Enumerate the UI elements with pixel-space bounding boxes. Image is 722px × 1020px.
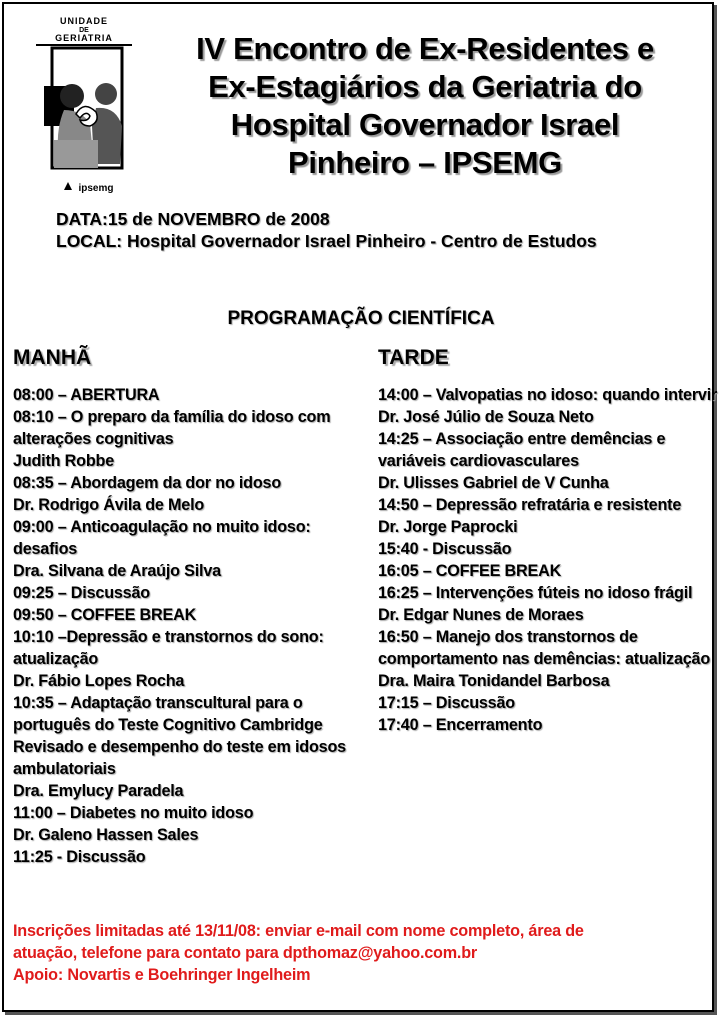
- title-line: Hospital Governador Israel: [230, 107, 620, 142]
- event-title: [140, 30, 710, 182]
- logo-text-ipsemg: ipsemg: [78, 183, 114, 194]
- program-heading: PROGRAMAÇÃO CIENTÍFICA: [227, 308, 495, 329]
- schedule-item: 14:25 – Associação entre demências e variáveis cardiovasculares: [378, 430, 666, 470]
- speaker-name: Dr. Edgar Nunes de Moraes: [378, 606, 584, 624]
- logo-text-de: DE: [79, 27, 89, 34]
- speaker-name: Dra. Emylucy Paradela: [13, 782, 184, 800]
- geriatrics-unit-logo-icon: [34, 14, 134, 200]
- sponsor-line: Apoio: Novartis e Boehringer Ingelheim: [13, 966, 311, 984]
- speaker-name: Judith Robbe: [13, 452, 115, 470]
- schedule-item: 16:05 – COFFEE BREAK: [378, 562, 562, 580]
- schedule-item: 09:25 – Discussão: [13, 584, 150, 602]
- title-line: Ex-Estagiários da Geriatria do: [208, 69, 642, 104]
- schedule-item: 14:00 – Valvopatias no idoso: quando intervir: [378, 386, 718, 404]
- logo-text-unidade: UNIDADE: [59, 16, 109, 26]
- logo-text-geriatria: GERIATRIA: [55, 33, 113, 43]
- schedule-item: 09:00 – Anticoagulação no muito idoso: desafios: [13, 518, 311, 558]
- speaker-name: Dr. Jorge Paprocki: [378, 518, 518, 536]
- schedule-item: 17:15 – Discussão: [378, 694, 515, 712]
- afternoon-heading: TARDE: [378, 346, 449, 369]
- schedule-item: 10:35 – Adaptação transcultural para o português do Teste Cognitivo Cambridge Revisado e desempenho do teste em idosos ambulatoriais: [13, 694, 346, 778]
- morning-heading: MANHÃ: [13, 346, 92, 369]
- afternoon-column: [378, 345, 718, 736]
- event-date: DATA:15 de NOVEMBRO de 2008: [56, 209, 330, 229]
- schedule-item: 08:35 – Abordagem da dor no idoso: [13, 474, 282, 492]
- event-location: LOCAL: Hospital Governador Israel Pinheiro - Centro de Estudos: [56, 231, 597, 251]
- registration-footer: [13, 920, 713, 986]
- schedule-item: 14:50 – Depressão refratária e resistente: [378, 496, 682, 514]
- schedule-item: 09:50 – COFFEE BREAK: [13, 606, 197, 624]
- speaker-name: Dr. Ulisses Gabriel de V Cunha: [378, 474, 609, 492]
- schedule-item: 16:25 – Intervenções fúteis no idoso frágil: [378, 584, 693, 602]
- title-line: Pinheiro – IPSEMG: [288, 145, 562, 180]
- speaker-name: Dra. Maira Tonidandel Barbosa: [378, 672, 610, 690]
- title-line: IV Encontro de Ex-Residentes e: [196, 31, 654, 66]
- schedule-item: 11:25 - Discussão: [13, 848, 146, 866]
- speaker-name: Dr. Fábio Lopes Rocha: [13, 672, 185, 690]
- contact-line: atuação, telefone para contato para dpthomaz@yahoo.com.br: [13, 944, 478, 962]
- schedule-item: 10:10 –Depressão e transtornos do sono: atualização: [13, 628, 324, 668]
- speaker-name: Dra. Silvana de Araújo Silva: [13, 562, 221, 580]
- schedule-item: 17:40 – Encerramento: [378, 716, 543, 734]
- event-meta: [56, 208, 597, 252]
- morning-column: [13, 345, 363, 868]
- schedule-item: 16:50 – Manejo dos transtornos de comportamento nas demências: atualização: [378, 628, 711, 668]
- registration-line: Inscrições limitadas até 13/11/08: enviar e-mail com nome completo, área de: [13, 922, 584, 940]
- speaker-name: Dr. Galeno Hassen Sales: [13, 826, 199, 844]
- schedule-item: 15:40 - Discussão: [378, 540, 512, 558]
- speaker-name: Dr. José Júlio de Souza Neto: [378, 408, 594, 426]
- schedule-item: 08:00 – ABERTURA: [13, 386, 160, 404]
- speaker-name: Dr. Rodrigo Ávila de Melo: [13, 496, 205, 514]
- schedule-item: 08:10 – O preparo da família do idoso com alterações cognitivas: [13, 408, 331, 448]
- schedule-item: 11:00 – Diabetes no muito idoso: [13, 804, 254, 822]
